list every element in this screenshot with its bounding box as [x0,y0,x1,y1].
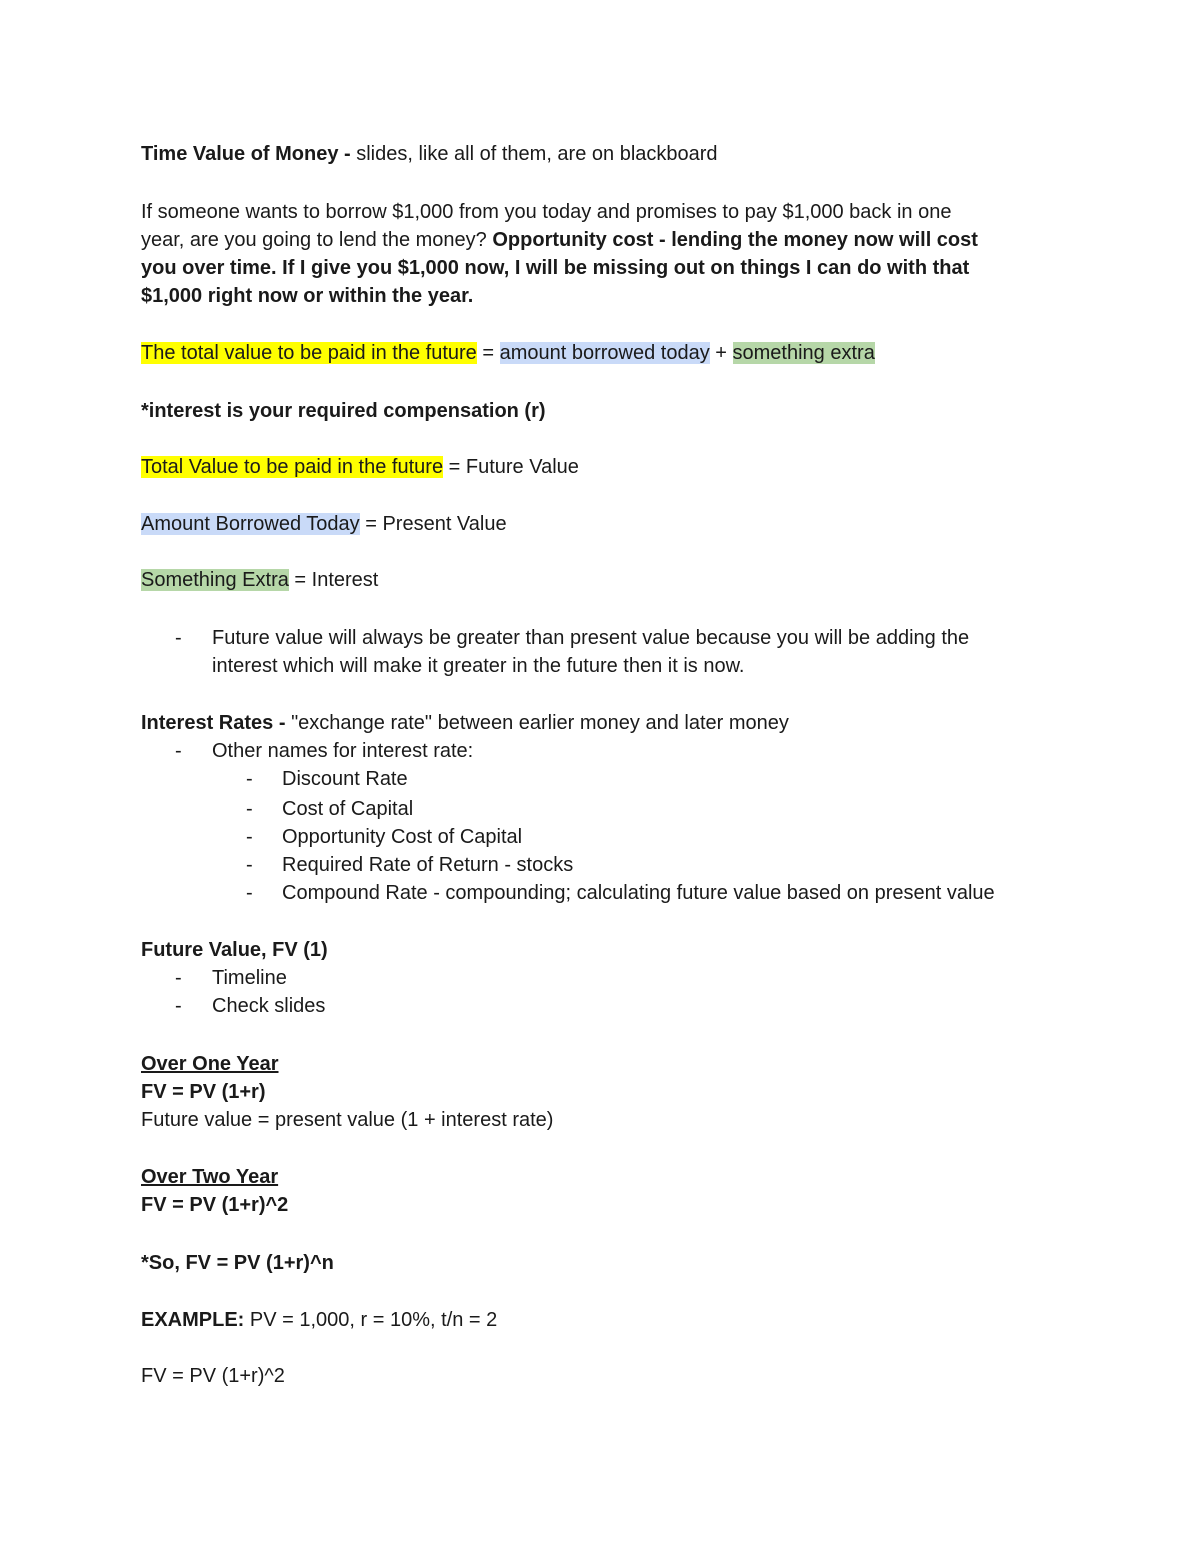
over-one-year-heading: Over One Year [141,1053,279,1075]
example-label: EXAMPLE: [141,1309,245,1331]
paragraph-line-bold: you over time. If I give you $1,000 now, I will be missing out on things I can do with that [141,257,970,279]
formula-two-year: FV = PV (1+r)^2 [141,1194,289,1216]
formula-words: Future value = present value (1 + interest rate) [141,1109,554,1131]
example-line [141,1306,497,1334]
highlight-something-extra: something extra [732,342,875,364]
paragraph-line-bold: $1,000 right now or within the year. [141,285,474,307]
formula-general: *So, FV = PV (1+r)^n [141,1252,334,1274]
bullet-dash: - [246,854,253,876]
interest-rates-line [141,709,789,737]
list-item-nested: Opportunity Cost of Capital [282,826,523,848]
bullet-dash: - [175,995,182,1017]
interest-note: *interest is your required compensation (r) [141,400,546,422]
interest-rates-bold: Interest Rates - [141,712,292,734]
list-item: Future value will always be greater than present value because you will be adding the [212,627,970,649]
definition-text: = Present Value [359,513,507,535]
bullet-dash: - [175,740,182,762]
list-item: Check slides [212,995,326,1017]
definition-term: Amount Borrowed Today [141,513,360,535]
bullet-dash: - [246,826,253,848]
list-item-continued: interest which will make it greater in the future then it is now. [212,655,745,677]
plus-sign: + [709,342,733,364]
definition-present-value [141,510,507,538]
equals-sign: = [476,342,500,364]
bullet-dash: - [246,768,253,790]
over-two-year-heading: Over Two Year [141,1166,279,1188]
list-item-nested: Discount Rate [282,768,408,790]
bullet-dash: - [246,798,253,820]
definition-future-value [141,453,579,481]
bullet-dash: - [175,967,182,989]
formula-one-year: FV = PV (1+r) [141,1081,266,1103]
opportunity-cost-bold: Opportunity cost - lending the money now will cost [492,229,978,251]
paragraph-line: If someone wants to borrow $1,000 from you today and promises to pay $1,000 back in one [141,201,952,223]
example-values: PV = 1,000, r = 10%, t/n = 2 [244,1309,498,1331]
future-value-heading: Future Value, FV (1) [141,939,328,961]
paragraph-plain: year, are you going to lend the money? [141,229,493,251]
bullet-dash: - [246,882,253,904]
title-line [141,140,718,168]
definition-interest [141,566,378,594]
definition-term: Total Value to be paid in the future [141,456,444,478]
list-item-nested: Required Rate of Return - stocks [282,854,574,876]
equation-line [141,339,875,367]
interest-rates-rest: "exchange rate" between earlier money and later money [291,712,789,734]
title-rest: slides, like all of them, are on blackboard [356,143,718,165]
highlight-borrowed-today: amount borrowed today [499,342,710,364]
definition-term: Something Extra [141,569,289,591]
paragraph-line [141,226,978,254]
title-bold: Time Value of Money - [141,143,357,165]
list-item-nested: Compound Rate - compounding; calculating future value based on present value [282,882,995,904]
example-formula: FV = PV (1+r)^2 [141,1365,285,1387]
list-item: Timeline [212,967,287,989]
highlight-future-total: The total value to be paid in the future [141,342,477,364]
definition-text: = Future Value [443,456,579,478]
bullet-dash: - [175,627,182,649]
list-item: Other names for interest rate: [212,740,474,762]
definition-text: = Interest [288,569,379,591]
list-item-nested: Cost of Capital [282,798,414,820]
